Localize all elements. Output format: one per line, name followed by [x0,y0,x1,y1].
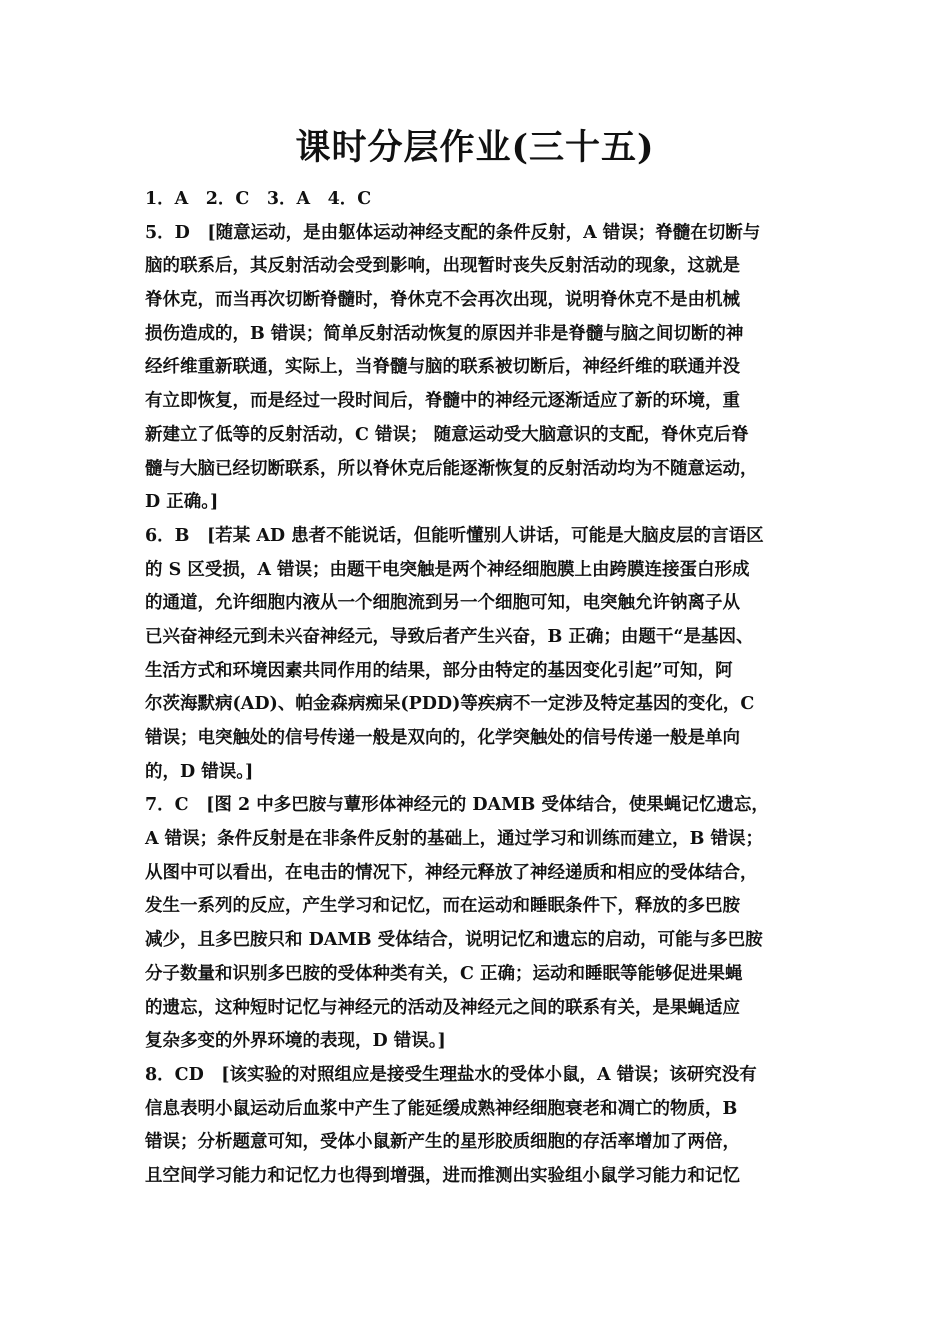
text-line: 尔茨海默病(AD)、帕金森病痴呆(PDD)等疾病不一定涉及特定基因的变化，C [145,694,755,715]
text-line: 新建立了低等的反射活动，C 错误； 随意运动受大脑意识的支配，脊休克后脊 [145,424,749,445]
page-title: 课时分层作业(三十五) [295,127,655,168]
text-line: 经纤维重新联通，实际上，当脊髓与脑的联系被切断后，神经纤维的联通并没 [145,357,740,378]
text-line: 脊休克，而当再次切断脊髓时，脊休克不会再次出现，说明脊休克不是由机械 [145,290,740,311]
text-line: 6．B [若某 AD 患者不能说话，但能听懂别人讲话，可能是大脑皮层的言语区 [145,525,764,546]
text-line: 错误；分析题意可知，受体小鼠新产生的星形胶质细胞的存活率增加了两倍， [145,1132,740,1153]
text-line: 髓与大脑已经切断联系，所以脊休克后能逐渐恢复的反射活动均为不随意运动， [145,458,758,479]
text-line: 8．CD [该实验的对照组应是接受生理盐水的受体小鼠，A 错误；该研究没有 [145,1064,757,1085]
text-line: 已兴奋神经元到未兴奋神经元，导致后者产生兴奋，B 正确；由题干“是基因、 [145,626,754,647]
text-line: 脑的联系后，其反射活动会受到影响，出现暂时丧失反射活动的现象，这就是 [145,256,740,277]
text-line: 发生一系列的反应，产生学习和记忆，而在运动和睡眠条件下，释放的多巴胺 [145,896,740,917]
text-line: 减少，且多巴胺只和 DAMB 受体结合，说明记忆和遗忘的启动，可能与多巴胺 [145,930,763,951]
text-line: 信息表明小鼠运动后血浆中产生了能延缓成熟神经细胞衰老和凋亡的物质，B [145,1098,738,1119]
text-line: 的 S 区受损，A 错误；由题干电突触是两个神经细胞膜上由跨膜连接蛋白形成 [145,559,750,580]
text-line: 损伤造成的，B 错误；简单反射活动恢复的原因并非是脊髓与脑之间切断的神 [145,323,744,344]
text-line: 复杂多变的外界环境的表现，D 错误。] [145,1031,446,1052]
text-line: 7．C [图 2 中多巴胺与蕈形体神经元的 DAMB 受体结合，使果蝇记忆遗忘， [145,795,769,816]
text-line: 有立即恢复，而是经过一段时间后，脊髓中的神经元逐渐适应了新的环境，重 [145,391,740,412]
text-line: 分子数量和识别多巴胺的受体种类有关，C 正确；运动和睡眠等能够促进果蝇 [145,963,743,984]
text-line: 且空间学习能力和记忆力也得到增强，进而推测出实验组小鼠学习能力和记忆 [145,1165,740,1186]
text-line: 1．A 2．C 3．A 4．C [145,189,372,209]
text-line: 的，D 错误。] [145,761,254,782]
text-line: D 正确。] [145,492,219,513]
text-line: A 错误；条件反射是在非条件反射的基础上，通过学习和训练而建立，B 错误； [145,829,764,850]
text-line: 从图中可以看出，在电击的情况下，神经元释放了神经递质和相应的受体结合， [145,862,758,883]
text-line: 的遗忘，这种短时记忆与神经元的活动及神经元之间的联系有关，是果蝇适应 [145,997,740,1018]
text-line: 错误；电突触处的信号传递一般是双向的，化学突触处的信号传递一般是单向 [145,728,740,748]
text-line: 的通道，允许细胞内液从一个细胞流到另一个细胞可知，电突触允许钠离子从 [145,593,740,614]
text-line: 生活方式和环境因素共同作用的结果，部分由特定的基因变化引起”可知，阿 [145,660,733,681]
answer-text-body [145,183,825,1194]
text-line: 5．D [随意运动，是由躯体运动神经支配的条件反射，A 错误；脊髓在切断与 [145,222,761,243]
